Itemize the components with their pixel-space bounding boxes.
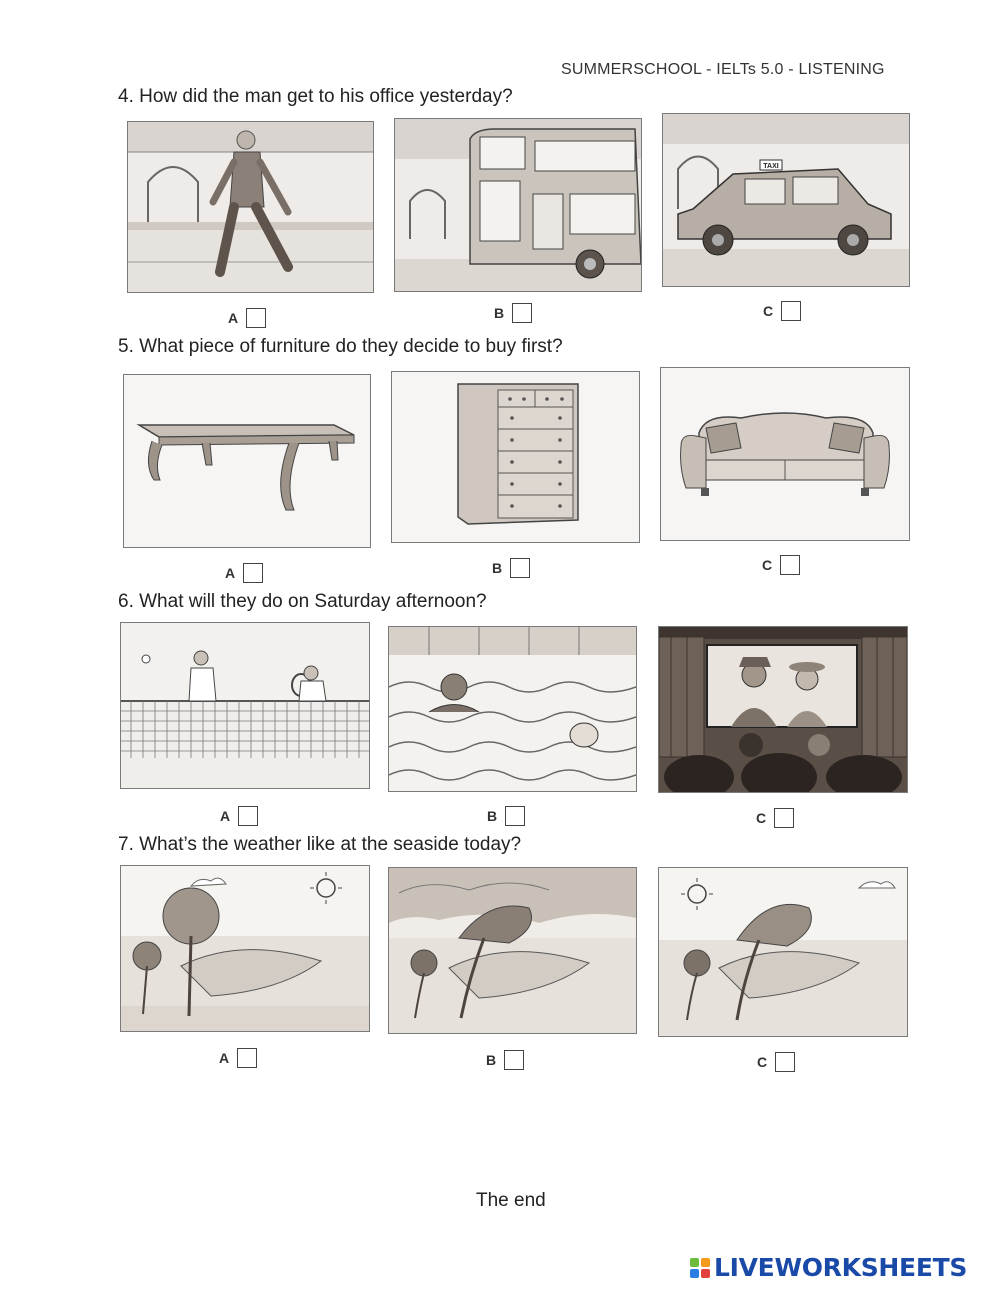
q4-option-c <box>763 301 801 321</box>
q7-option-c <box>757 1052 795 1072</box>
q6-option-c <box>756 808 794 828</box>
liveworksheets-logo <box>690 1253 967 1282</box>
q4-image-c-taxi <box>662 113 910 287</box>
q7-image-b-windy-cloudy <box>388 867 637 1034</box>
option-letter: A <box>228 310 239 326</box>
q4-image-a-walking <box>127 121 374 293</box>
q5-checkbox-a[interactable] <box>243 563 263 583</box>
option-letter: B <box>494 305 505 321</box>
option-letter: C <box>763 303 774 319</box>
q5-option-b <box>492 558 530 578</box>
q6-option-b <box>487 806 525 826</box>
q7-checkbox-a[interactable] <box>237 1048 257 1068</box>
question-5: 5. What piece of furniture do they decide to buy first? <box>118 336 563 357</box>
q4-image-b-bus <box>394 118 642 292</box>
option-letter: B <box>492 560 503 576</box>
q5-image-a-table <box>123 374 371 548</box>
q7-option-a <box>219 1048 257 1068</box>
q6-image-a-tennis <box>120 622 370 789</box>
q5-checkbox-c[interactable] <box>780 555 800 575</box>
q6-image-b-swimming <box>388 626 637 792</box>
taxi-sign: TAXI <box>763 163 779 170</box>
q6-checkbox-a[interactable] <box>238 806 258 826</box>
option-letter: C <box>762 557 773 573</box>
option-letter: A <box>220 808 231 824</box>
option-letter: C <box>756 810 767 826</box>
option-letter: A <box>219 1050 230 1066</box>
question-4: 4. How did the man get to his office yesterday? <box>118 86 513 107</box>
q5-image-b-drawers <box>391 371 640 543</box>
q6-option-a <box>220 806 258 826</box>
q6-checkbox-c[interactable] <box>774 808 794 828</box>
q4-checkbox-a[interactable] <box>246 308 266 328</box>
q5-checkbox-b[interactable] <box>510 558 530 578</box>
q7-option-b <box>486 1050 524 1070</box>
option-letter: A <box>225 565 236 581</box>
brand-name: LIVEWORKSHEETS <box>714 1253 968 1282</box>
q6-image-c-cinema <box>658 626 908 793</box>
q5-option-c <box>762 555 800 575</box>
option-letter: B <box>487 808 498 824</box>
end-text: The end <box>476 1190 546 1211</box>
q4-checkbox-b[interactable] <box>512 303 532 323</box>
worksheet-header: SUMMERSCHOOL - IELTs 5.0 - LISTENING <box>561 61 885 78</box>
q6-checkbox-b[interactable] <box>505 806 525 826</box>
q4-option-a <box>228 308 266 328</box>
q5-option-a <box>225 563 263 583</box>
q4-option-b <box>494 303 532 323</box>
q7-checkbox-c[interactable] <box>775 1052 795 1072</box>
logo-grid-icon <box>690 1258 710 1278</box>
question-6: 6. What will they do on Saturday afternoon? <box>118 591 487 612</box>
q7-image-c-windy-sunny <box>658 867 908 1037</box>
q7-checkbox-b[interactable] <box>504 1050 524 1070</box>
option-letter: B <box>486 1052 497 1068</box>
question-7: 7. What’s the weather like at the seaside today? <box>118 834 522 855</box>
option-letter: C <box>757 1054 768 1070</box>
q7-image-a-sunny <box>120 865 370 1032</box>
q5-image-c-sofa <box>660 367 910 541</box>
q4-checkbox-c[interactable] <box>781 301 801 321</box>
